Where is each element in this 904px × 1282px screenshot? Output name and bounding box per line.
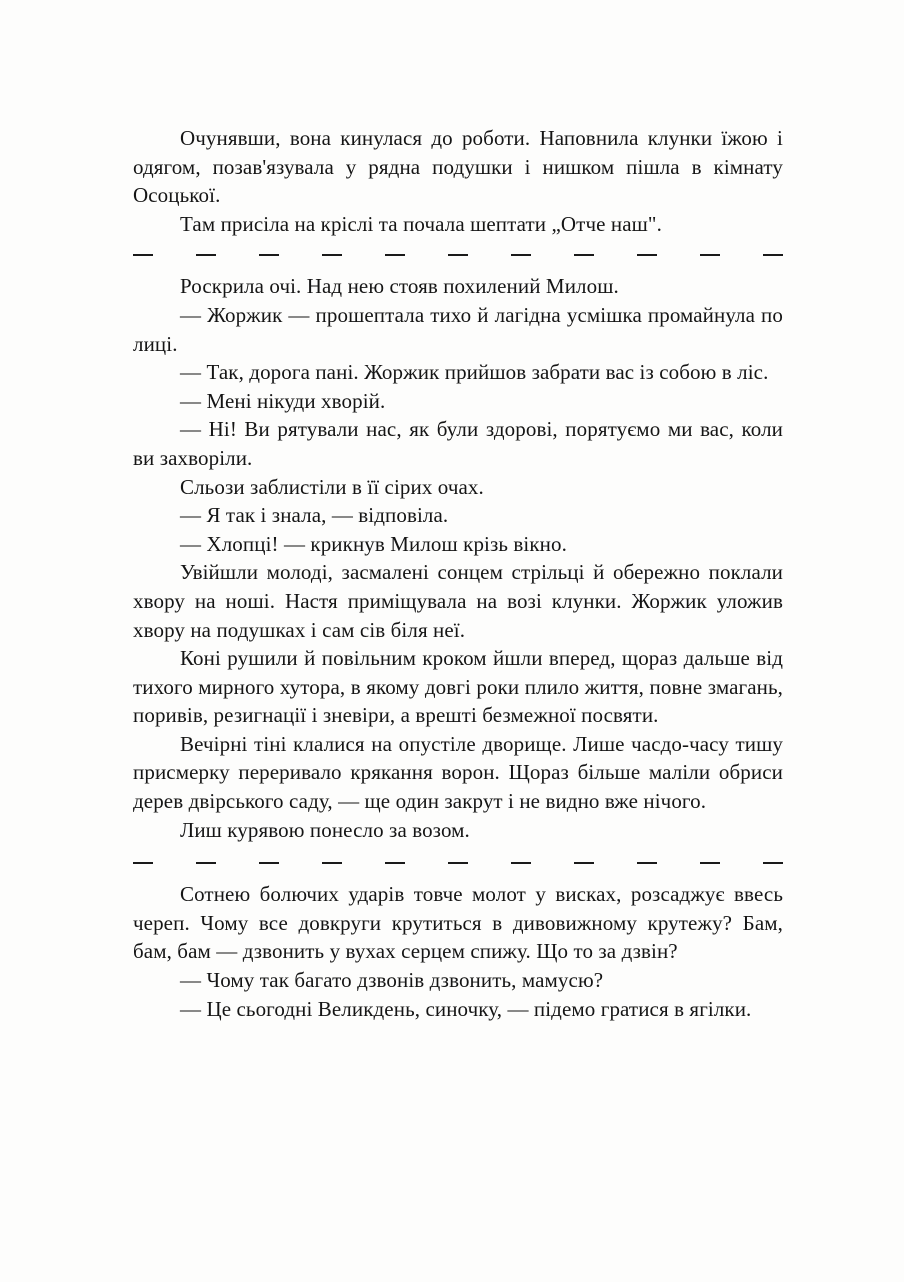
paragraph: — Я так і знала, — відповіла.: [180, 503, 449, 528]
separator-dash: [700, 862, 720, 864]
paragraph: Лиш курявою понесло за возом.: [180, 817, 470, 842]
text-block: [133, 124, 783, 1023]
separator-dash: [385, 254, 405, 256]
separator-dash: [700, 254, 720, 256]
section-separator: [133, 846, 783, 880]
separator-dash: [574, 254, 594, 256]
paragraph: — Жоржик — прошептала тихо й лагідна усмішка промайнула по лиці.: [133, 302, 783, 356]
separator-dash: [259, 862, 279, 864]
paragraph: — Це сьогодні Великдень, синочку, — підемо гратися в ягілки.: [180, 996, 752, 1021]
paragraph: Увійшли молоді, засмалені сонцем стрільці й обережно поклали хвору на ноші. Настя приміщувала на возі клунки. Жоржик уложив хвору на подушках і сам сів біля неї.: [133, 560, 783, 642]
separator-dash: [196, 862, 216, 864]
separator-dash: [763, 862, 783, 864]
separator-dash: [133, 254, 153, 256]
separator-dash: [511, 254, 531, 256]
separator-dash: [133, 862, 153, 864]
separator-dash: [448, 862, 468, 864]
paragraph: — Чому так багато дзвонів дзвонить, мамусю?: [180, 968, 604, 993]
separator-dash: [448, 254, 468, 256]
separator-dash: [637, 254, 657, 256]
separator-dash: [322, 254, 342, 256]
separator-dash: [637, 862, 657, 864]
paragraph: Сльози заблистіли в її сірих очах.: [180, 474, 484, 499]
separator-dash: [385, 862, 405, 864]
paragraph: — Ні! Ви рятували нас, як були здорові, порятуємо ми вас, коли ви захворіли.: [133, 417, 783, 470]
paragraph: Сотнею болючих ударів товче молот у висках, розсаджує ввесь череп. Чому все довкруги крутиться в дивовижному крутежу? Бам, бам, бам — дзвонить у вухах серцем спижу. Що то за дзвін?: [133, 882, 783, 964]
paragraph: — Так, дорога пані. Жоржик прийшов забрати вас із собою в ліс.: [180, 360, 769, 385]
paragraph: Очунявши, вона кинулася до роботи. Наповнила клунки їжою і одягом, позав'язувала у рядна подушки і нишком пішла в кімнату Осоцької.: [133, 126, 783, 208]
paragraph: Вечірні тіні клалися на опустіле дворище. Лише часдо-часу тишу присмерку переривало крякання ворон. Щораз більше маліли обриси дерев двірського саду, — ще один закрут і не видно вже нічого.: [133, 731, 783, 814]
paragraph: — Хлопці! — крикнув Милош крізь вікно.: [180, 531, 567, 556]
separator-dash: [574, 862, 594, 864]
paragraph: Коні рушили й повільним кроком йшли вперед, щораз дальше від тихого мирного хутора, в якому довгі роки плило життя, повне змагань, поривів, резигнації і зневіри, а врешті безмежної посвяти.: [133, 646, 783, 728]
separator-dash: [511, 862, 531, 864]
separator-dash: [322, 862, 342, 864]
paragraph: — Мені нікуди хворій.: [180, 388, 386, 413]
section-separator: [133, 238, 783, 272]
paragraph: Роскрила очі. Над нею стояв похилений Милош.: [180, 274, 619, 299]
paragraph: Там присіла на кріслі та почала шептати „Отче наш".: [180, 211, 662, 236]
separator-dash: [763, 254, 783, 256]
separator-dash: [259, 254, 279, 256]
separator-dash: [196, 254, 216, 256]
